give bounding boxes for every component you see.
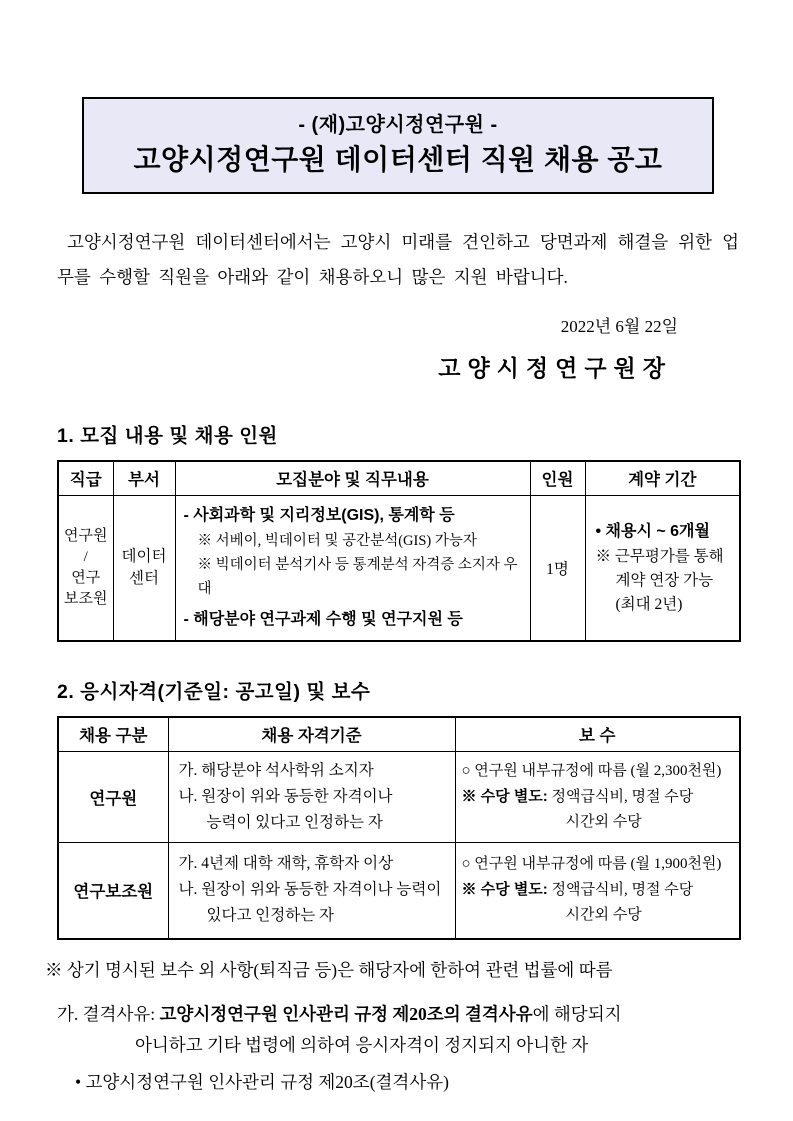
contract-cell [585, 495, 740, 641]
qualification-cell [168, 751, 455, 842]
rank-line: / [83, 548, 88, 565]
disqualification-rule-ref: 고양시정연구원 인사관리 규정 제20조의 결격사유 [159, 1004, 533, 1024]
disqualification-prefix: 가. 결격사유: [57, 1004, 160, 1024]
pay-line: ○ 연구원 내부규정에 따름 (월 2,300천원) [461, 762, 722, 779]
section1-heading: 1. 모집 내용 및 채용 인원 [57, 425, 278, 447]
qualification-line: 나. 원장이 위와 동등한 자격이나 [178, 787, 393, 805]
col-header-qualification: 채용 자격기준 [168, 717, 455, 751]
qualification-line: 나. 원장이 위와 동등한 자격이나 능력이 [178, 881, 442, 899]
col-header-contract: 계약 기간 [585, 461, 740, 495]
duty-main-line: - 해당분야 연구과제 수행 및 연구지원 등 [183, 610, 463, 628]
recruitment-table-header-row [58, 461, 740, 495]
disqualification-block [57, 999, 740, 1061]
qualification-line: 가. 해당분야 석사학위 소지자 [178, 761, 374, 779]
pay-line: ○ 연구원 내부규정에 따름 (월 1,900천원) [461, 856, 722, 873]
duties-cell [175, 495, 530, 641]
contract-note-line: 계약 연장 가능 [615, 571, 714, 589]
org-subtitle: - (재)고양시정연구원 - [298, 114, 498, 136]
rank-line: 보조원 [64, 590, 108, 607]
disqualification-bullet: • 고양시정연구원 인사관리 규정 제20조(결격사유) [75, 1072, 449, 1092]
signer-title: 고양시정연구원장 [438, 356, 672, 381]
category-cell: 연구보조원 [58, 842, 168, 939]
rank-line: 연구원 [64, 527, 108, 544]
section2-heading: 2. 응시자격(기준일: 공고일) 및 보수 [57, 681, 371, 703]
qualification-cell [168, 842, 455, 939]
pay-allowance-label: ※ 수당 별도: [461, 881, 548, 899]
category-cell: 연구원 [58, 751, 168, 842]
disqualification-line2: 아니하고 기타 법령에 의하여 응시자격이 정지되지 아니한 자 [135, 1035, 589, 1055]
rank-line: 연구 [71, 569, 101, 586]
intro-paragraph: 고양시정연구원 데이터센터에서는 고양시 미래를 견인하고 당면과제 해결을 위한 업무를 수행할 직원을 아래와 같이 채용하오니 많은 지원 바랍니다. [57, 232, 739, 287]
contract-period: • 채용시 ~ 6개월 [595, 522, 710, 540]
col-header-pay: 보 수 [455, 717, 740, 751]
col-header-rank: 직급 [58, 461, 113, 495]
qualification-pay-table [57, 716, 741, 940]
pay-cell [455, 842, 740, 939]
pay-line: 시간외 수당 [565, 813, 642, 830]
disqualification-line1 [57, 999, 740, 1030]
department-line: 데이터 [121, 547, 167, 565]
department-cell [113, 495, 175, 641]
pay-line [462, 784, 738, 810]
pay-allowance-label: ※ 수당 별도: [461, 787, 548, 805]
notice-header-box [82, 97, 714, 194]
qualification-line: 가. 4년제 대학 재학, 휴학자 이상 [178, 855, 394, 873]
col-header-duties: 모집분야 및 직무내용 [175, 461, 530, 495]
announcement-date: 2022년 6월 22일 [560, 317, 678, 336]
pay-cell [455, 751, 740, 842]
qualification-row-assistant [58, 842, 740, 939]
department-line: 센터 [129, 569, 159, 587]
col-header-count: 인원 [530, 461, 585, 495]
qualification-table-header-row [58, 717, 740, 751]
pay-line: 시간외 수당 [565, 907, 642, 924]
contract-note-line: (최대 2년) [615, 595, 683, 613]
pay-exclusion-note: ※ 상기 명시된 보수 외 사항(퇴직금 등)은 해당자에 한하여 관련 법률에 따름 [45, 960, 613, 980]
col-header-category: 채용 구분 [58, 717, 168, 751]
duty-main-line: - 사회과학 및 지리정보(GIS), 통계학 등 [183, 506, 455, 524]
duty-note-line: ※ 서베이, 빅데이터 및 공간분석(GIS) 가능자 [197, 532, 477, 549]
pay-line [462, 877, 738, 903]
duty-note-line: ※ 빅데이터 분석기사 등 통계분석 자격증 소지자 우대 [197, 556, 518, 597]
pay-allowance-text: 정액급식비, 명절 수당 [547, 788, 694, 805]
qualification-line: 능력이 있다고 인정하는 자 [206, 813, 383, 831]
notice-title: 고양시정연구원 데이터센터 직원 채용 공고 [133, 144, 663, 175]
disqualification-suffix: 에 해당되지 [532, 1004, 622, 1024]
recruitment-table [57, 460, 741, 642]
col-header-department: 부서 [113, 461, 175, 495]
recruitment-table-row [58, 495, 740, 641]
contract-note-line: ※ 근무평가를 통해 [595, 547, 724, 565]
pay-allowance-text: 정액급식비, 명절 수당 [547, 882, 694, 899]
count-cell: 1명 [530, 495, 585, 641]
rank-cell [58, 495, 113, 641]
qualification-row-researcher [58, 751, 740, 842]
qualification-line: 있다고 인정하는 자 [206, 907, 335, 925]
